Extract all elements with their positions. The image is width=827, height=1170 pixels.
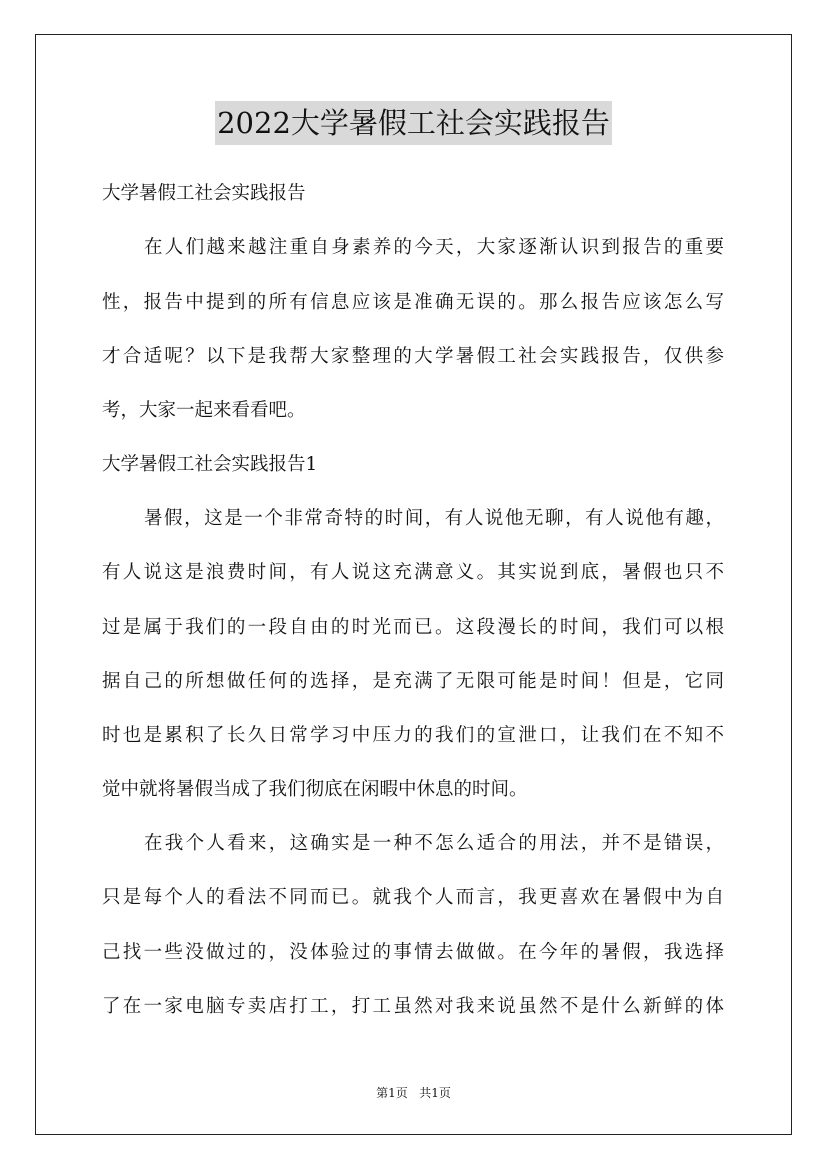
- paragraph-line: 时也是累积了长久日常学习中压力的我们的宣泄口，让我们在不知不: [102, 725, 724, 746]
- title-container: [0, 101, 827, 145]
- paragraph-line: 暑假，这是一个非常奇特的时间，有人说他无聊，有人说他有趣，: [144, 508, 724, 529]
- paragraph-line: 己找一些没做过的，没体验过的事情去做做。在今年的暑假，我选择: [102, 942, 724, 963]
- section-heading: 大学暑假工社会实践报告1: [102, 454, 318, 475]
- paragraph-line: 在我个人看来，这确实是一种不怎么适合的用法，并不是错误，: [144, 833, 724, 854]
- paragraph-line: 在人们越来越注重自身素养的今天，大家逐渐认识到报告的重要: [144, 237, 724, 258]
- document-title: 2022大学暑假工社会实践报告: [215, 101, 612, 145]
- paragraph-line: 性，报告中提到的所有信息应该是准确无误的。那么报告应该怎么写: [102, 292, 724, 313]
- section-heading: 大学暑假工社会实践报告: [102, 183, 306, 204]
- paragraph-line: 才合适呢？以下是我帮大家整理的大学暑假工社会实践报告，仅供参: [102, 346, 724, 367]
- paragraph-line: 有人说这是浪费时间，有人说这充满意义。其实说到底，暑假也只不: [102, 562, 724, 583]
- paragraph-line: 考，大家一起来看看吧。: [102, 400, 306, 421]
- paragraph-line: 只是每个人的看法不同而已。就我个人而言，我更喜欢在暑假中为自: [102, 887, 724, 908]
- page-footer: 第1页 共1页: [376, 1086, 451, 1100]
- paragraph-line: 过是属于我们的一段自由的时光而已。这段漫长的时间，我们可以根: [102, 617, 724, 638]
- paragraph-line: 据自己的所想做任何的选择，是充满了无限可能是时间！但是，它同: [102, 671, 724, 692]
- paragraph-line: 觉中就将暑假当成了我们彻底在闲暇中休息的时间。: [102, 779, 528, 800]
- paragraph-line: 了在一家电脑专卖店打工，打工虽然对我来说虽然不是什么新鲜的体: [102, 996, 724, 1017]
